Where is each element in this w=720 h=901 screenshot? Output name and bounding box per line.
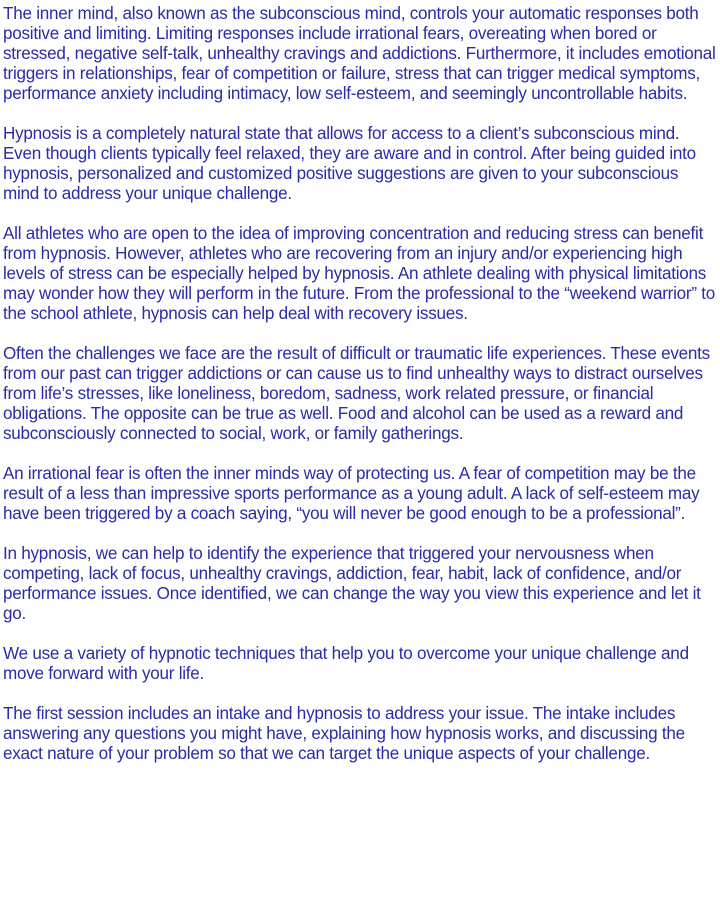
paragraph-first-session: The first session includes an intake and hypnosis to address your issue. The intake includes answering any questions you might have, explaining how hypnosis works, and discussing the exact nature of your problem so that we can target the unique aspects of your challenge. bbox=[3, 704, 685, 763]
paragraph-identify-experience: In hypnosis, we can help to identify the experience that triggered your nervousness when competing, lack of focus, unhealthy cravings, addiction, fear, habit, lack of confidence, and/or performance issues. Once identified, we can change the way you view this experience and let it go. bbox=[3, 544, 701, 623]
paragraph-irrational-fear: An irrational fear is often the inner minds way of protecting us. A fear of competition may be the result of a less than impressive sports performance as a young adult. A lack of self-esteem may have been triggered by a coach saying, “you will never be good enough to be a professional”. bbox=[3, 464, 700, 523]
paragraph-hypnosis-natural-state: Hypnosis is a completely natural state that allows for access to a client’s subconscious mind. Even though clients typically feel relaxed, they are aware and in control. After being guided into hypnosis, personalized and customized positive suggestions are given to your subconscious mind to address your unique challenge. bbox=[3, 124, 696, 203]
paragraph-techniques: We use a variety of hypnotic techniques that help you to overcome your unique challenge and move forward with your life. bbox=[3, 644, 689, 683]
paragraph-challenges: Often the challenges we face are the result of difficult or traumatic life experiences. These events from our past can trigger addictions or can cause us to find unhealthy ways to distract ourselves from life’s stresses, like loneliness, boredom, sadness, work related pressure, or financial obligations. The opposite can be true as well. Food and alcohol can be used as a reward and subconsciously connected to social, work, or family gatherings. bbox=[3, 344, 710, 443]
paragraph-athletes: All athletes who are open to the idea of improving concentration and reducing stress can benefit from hypnosis. However, athletes who are recovering from an injury and/or experiencing high levels of stress can be especially helped by hypnosis. An athlete dealing with physical limitations may wonder how they will perform in the future. From the professional to the “weekend warrior” to the school athlete, hypnosis can help deal with recovery issues. bbox=[3, 224, 716, 323]
paragraph-subconscious-mind: The inner mind, also known as the subconscious mind, controls your automatic responses both positive and limiting. Limiting responses include irrational fears, overeating when bored or stressed, negative self-talk, unhealthy cravings and addictions. Furthermore, it includes emotional triggers in relationships, fear of competition or failure, stress that can trigger medical symptoms, performance anxiety including intimacy, low self-esteem, and seemingly uncontrollable habits. bbox=[3, 4, 716, 103]
